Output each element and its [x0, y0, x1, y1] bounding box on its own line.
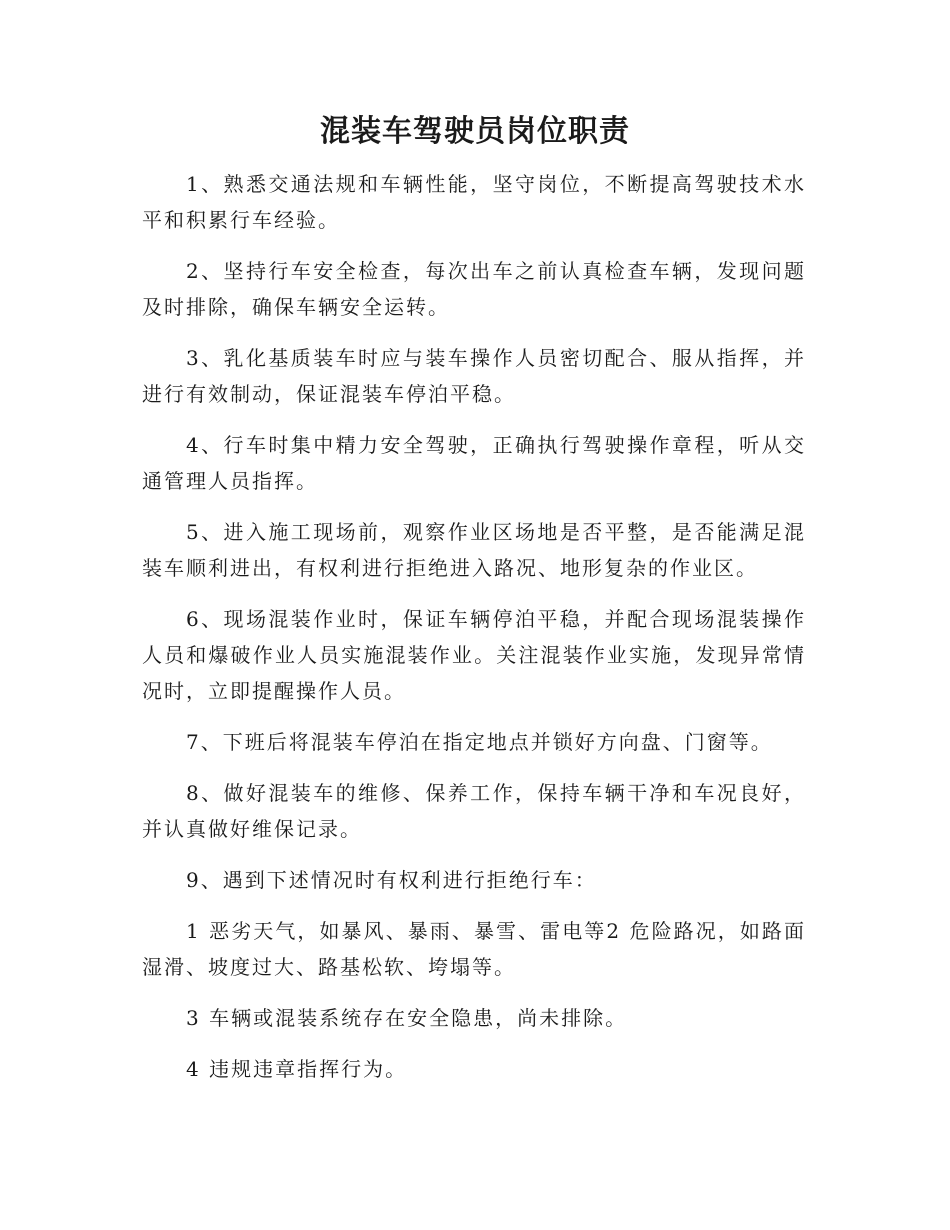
paragraph-6: 6、现场混装作业时，保证车辆停泊平稳，并配合现场混装操作人员和爆破作业人员实施混装作业。关注混装作业实施，发现异常情况时，立即提醒操作人员。: [142, 607, 806, 703]
document-title: 混装车驾驶员岗位职责: [320, 114, 630, 149]
paragraph-3: 3、乳化基质装车时应与装车操作人员密切配合、服从指挥，并进行有效制动，保证混装车停泊平稳。: [142, 346, 806, 406]
paragraph-4: 4、行车时集中精力安全驾驶，正确执行驾驶操作章程，听从交通管理人员指挥。: [142, 433, 806, 493]
document-body: [142, 166, 806, 1102]
paragraph-9: 9、遇到下述情况时有权利进行拒绝行车：: [186, 868, 597, 892]
paragraph-8: 8、做好混装车的维修、保养工作，保持车辆干净和车况良好，并认真做好维保记录。: [142, 781, 806, 841]
paragraph-sub-3: 3 车辆或混装系统存在安全隐患，尚未排除。: [186, 1006, 628, 1030]
paragraph-sub-4: 4 违规违章指挥行为。: [186, 1057, 408, 1081]
paragraph-7: 7、下班后将混装车停泊在指定地点并锁好方向盘、门窗等。: [186, 730, 773, 754]
paragraph-sub-1-2: 1 恶劣天气，如暴风、暴雨、暴雪、雷电等2 危险路况，如路面湿滑、坡度过大、路基松软、垮塌等。: [142, 919, 806, 979]
paragraph-2: 2、坚持行车安全检查，每次出车之前认真检查车辆，发现问题及时排除，确保车辆安全运转。: [142, 259, 806, 319]
paragraph-5: 5、进入施工现场前，观察作业区场地是否平整，是否能满足混装车顺利进出，有权利进行拒绝进入路况、地形复杂的作业区。: [142, 520, 806, 580]
paragraph-1: 1、熟悉交通法规和车辆性能，坚守岗位，不断提高驾驶技术水平和积累行车经验。: [142, 172, 806, 232]
